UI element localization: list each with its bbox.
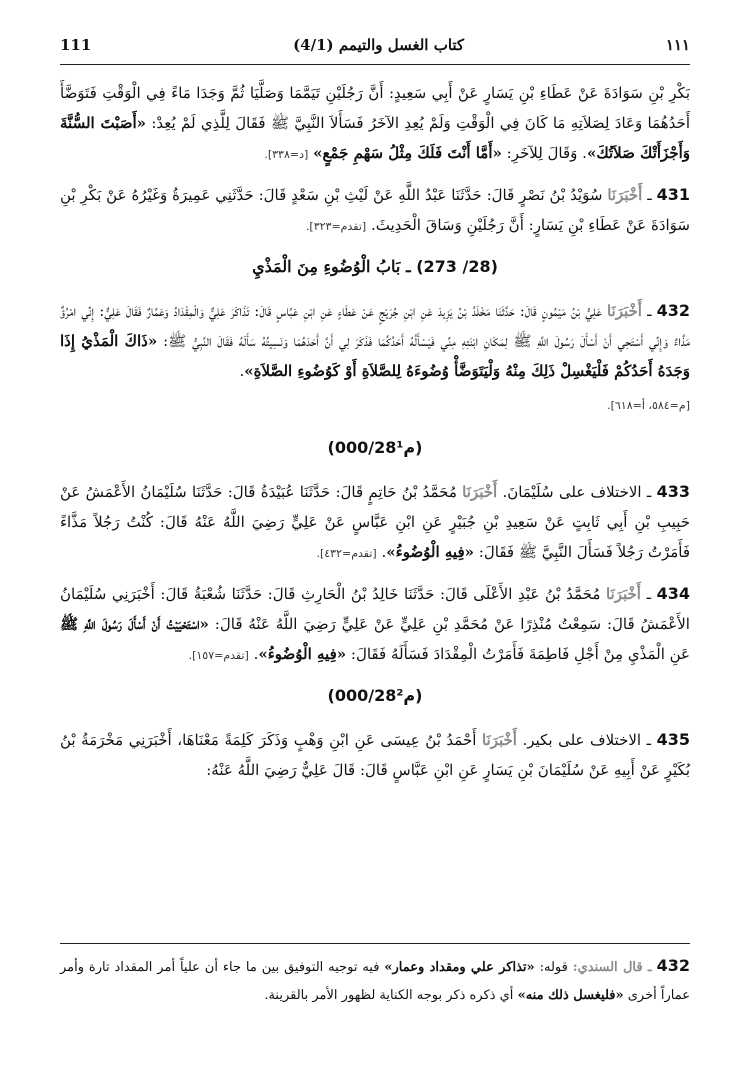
text-line: بَكْرِ بْنِ سَوَادَةَ عَنْ عَطَاءِ بْنِ يَسَارٍ عَنْ أَبِي سَعِيدٍ: أَنَّ رَجُلَيْنِ تَيَمَّمَا وَصَلَّيَا ثُمَّ وَجَدَا مَاءً فِي الْوَقْتِ [102, 84, 690, 102]
hadith-text: سُوَيْدُ بْنُ نَصْرٍ قَالَ: حَدَّثَنَا عَبْدُ اللَّهِ عَنْ لَيْثِ بْنِ سَعْدٍ قَالَ: حَدَّثَنِي عَمِيرَةُ وَغَيْرُهُ عَنْ بَكْرِ بْنِ سَوَادَةَ عَنْ عَطَاءِ بْنِ يَسَارٍ: أَنَّ رَجُلَيْنِ وَسَاقَ الْحَدِيثَ. [60, 186, 690, 234]
cross-reference: [تقدم=١٥٧]. [188, 649, 249, 662]
main-text [60, 78, 690, 795]
footnote-rule [60, 943, 690, 944]
cross-reference: [د=٣٣٨]. [264, 148, 309, 161]
hadith-433: 433 ـ الاختلاف على سُلَيْمَانَ. أَخْبَرَنَا مُحَمَّدُ بْنُ حَاتِمٍ قَالَ: حَدَّثَنَا عُبَيْدَةُ قَالَ: حَدَّثَنَا سُلَيْمَانُ الأَعْمَشُ عَنْ حَبِيبِ بْنِ أَبِي ثَابِتٍ عَنْ سَعِيدِ بْنِ جُبَيْرٍ عَنِ ابْنِ عَبَّاسٍ عَنْ عَلِيٍّ رَضِيَ اللَّهُ عَنْهُ قَالَ: كُنْتُ رَجُلاً مَذَّاءً فَأَمَرْتُ رَجُلاً فَسَأَلَ النَّبِيَّ ﷺ فَقَالَ: «فِيهِ الْوُضُوءُ». [تقدم=٤٣٢]. [60, 482, 690, 561]
sub-heading-number: (000/28م¹) [327, 438, 423, 457]
cross-reference: [م=٥٨٤، أ=٦١٨]. [607, 399, 690, 412]
hadith-434: 434 ـ أَخْبَرَنَا مُحَمَّدُ بْنُ عَبْدِ الأَعْلَى قَالَ: حَدَّثَنَا خَالِدُ بْنُ الْحَارِثِ قَالَ: حَدَّثَنَا شُعْبَةُ قَالَ: أَخْبَرَنِي سُلَيْمَانُ الأَعْمَشُ قَالَ: سَمِعْتُ مُنْذِرًا عَنْ مُحَمَّدِ بْنِ عَلِيٍّ عَنْ عَلِيٍّ رَضِيَ اللَّهُ عَنْهُ قَالَ: «اسْتَحْيَيْتُ أَنْ أَسْأَلَ رَسُولَ اللَّهِ ﷺ عَنِ الْمَذْيِ مِنْ أَجْلِ فَاطِمَةَ فَأَمَرْتُ الْمِقْدَادَ فَسَأَلَهُ فَقَالَ: «فِيهِ الْوُضُوءُ». [تقدم=١٥٧]. [60, 584, 690, 663]
paragraph-430-continued [60, 78, 690, 170]
sub-heading-number: (000/28م²) [327, 686, 423, 705]
text-line: فَتَوَضَّأَ أَحَدُهُمَا وَعَادَ لِصَلاَتِهِ مَا كَانَ فِي الْوَقْتِ وَلَمْ يُعِدِ الآخَرُ فَسَأَلاَ النَّبِيَّ ﷺ فَقَالَ لِلَّذِي لَمْ يُعِدْ: [60, 84, 690, 132]
footnote-quote: «فليغسل ذلك منه» [517, 988, 624, 1003]
hadith-text: مُحَمَّدُ بْنُ عَبْدِ الأَعْلَى قَالَ: حَدَّثَنَا خَالِدُ بْنُ الْحَارِثِ قَالَ: حَدَّثَنَا شُعْبَةُ قَالَ: أَخْبَرَنِي سُلَيْمَانُ الأَعْمَشُ قَالَ: سَمِعْتُ مُنْذِرًا عَنْ مُحَمَّدِ بْنِ عَلِيٍّ عَنْ عَلِيٍّ رَضِيَ اللَّهُ عَنْهُ قَالَ: [60, 585, 690, 633]
hadith-text: مُحَمَّدُ بْنُ حَاتِمٍ قَالَ: حَدَّثَنَا عُبَيْدَةُ قَالَ: حَدَّثَنَا سُلَيْمَانُ الأَعْمَشُ عَنْ حَبِيبِ بْنِ أَبِي ثَابِتٍ عَنْ سَعِيدِ بْنِ جُبَيْرٍ عَنِ ابْنِ عَبَّاسٍ عَنْ عَلِيٍّ رَضِيَ اللَّهُ عَنْهُ قَالَ: كُنْتُ رَجُلاً مَذَّاءً فَأَمَرْتُ رَجُلاً فَسَأَلَ النَّبِيَّ ﷺ فَقَالَ: [60, 483, 690, 561]
hadith-435 [60, 725, 690, 785]
reference-line [60, 390, 690, 421]
hadith-quote: «فِيهِ الْوُضُوءُ» [258, 645, 347, 663]
footnote-label: ـ قال السندي: [572, 960, 652, 975]
hadith-quote: «اسْتَحْيَيْتُ أَنْ أَسْأَلَ رَسُولَ اللَّهِ ﷺ [60, 615, 209, 633]
hadith-quote: «أَصَبْتَ السُّنَّةَ وَأَجْزَأَتْكَ صَلاَتُكَ» [60, 114, 690, 162]
page-number-arabic: ١١١ [665, 36, 690, 54]
akhbarana-label: أَخْبَرَنَا [481, 731, 517, 749]
cross-reference: [تقدم=٣٢٣]. [305, 220, 367, 233]
hadith-number: 435 [656, 730, 690, 749]
akhbarana-label: أَخْبَرَنَا [607, 186, 643, 204]
footnote-quote: «تذاكر علي ومقداد وعمار» [384, 960, 535, 975]
page-number-latin: 111 [60, 36, 92, 54]
hadith-quote: «فِيهِ الْوُضُوءُ» [386, 543, 475, 561]
hadith-number: 432 [656, 301, 690, 320]
hadith-number: 431 [656, 185, 690, 204]
chapter-title: ـ بَابُ الْوُضُوءِ مِنَ الْمَذْيِ [252, 257, 411, 276]
hadith-intro: ـ الاختلاف على سُلَيْمَانَ. [502, 483, 652, 501]
text-line: . وَقَالَ لِلآخَرِ: [506, 144, 587, 162]
chapter-heading [60, 252, 690, 282]
hadith-431: 431 ـ أَخْبَرَنَا سُوَيْدُ بْنُ نَصْرٍ قَالَ: حَدَّثَنَا عَبْدُ اللَّهِ عَنْ لَيْثِ بْنِ سَعْدٍ قَالَ: حَدَّثَنِي عَمِيرَةُ وَغَيْرُهُ عَنْ بَكْرِ بْنِ سَوَادَةَ عَنْ عَطَاءِ بْنِ يَسَارٍ: أَنَّ رَجُلَيْنِ وَسَاقَ الْحَدِيثَ. [تقدم=٣٢٣]. [60, 185, 690, 234]
akhbarana-label: أَخْبَرَنَا [605, 585, 641, 603]
akhbarana-label: أَخْبَرَنَا [606, 302, 642, 320]
hadith-quote: «أَمَّا أَنْتَ فَلَكَ مِثْلُ سَهْمِ جَمْعٍ» [313, 144, 502, 162]
cross-reference: [تقدم=٤٣٢]. [316, 547, 377, 560]
chapter-number: (273 /28) [416, 257, 498, 276]
hadith-text: أَحْمَدُ بْنُ عِيسَى عَنِ ابْنِ وَهْبٍ وَذَكَرَ كَلِمَةً مَعْنَاهَا، أَخْبَرَنِي مَخْرَمَةُ بْنُ بُكَيْرٍ عَنْ أَبِيهِ عَنْ سُلَيْمَانَ بْنِ يَسَارٍ عَنِ ابْنِ عَبَّاسٍ قَالَ: قَالَ عَلِيٌّ رَضِيَ اللَّهُ عَنْهُ: [60, 731, 690, 779]
footnote-text: فيه توجيه التوفيق بين ما جاء أن علياً أمر المقداد تارة وأمر عماراً أخرى [60, 960, 690, 1003]
sub-heading-1 [60, 433, 690, 463]
hadith-text: عَنِ الْمَذْيِ مِنْ أَجْلِ فَاطِمَةَ فَأَمَرْتُ الْمِقْدَادَ فَسَأَلَهُ فَقَالَ: [350, 645, 690, 663]
footnote-text: أي ذكره ذكر بوجه الكناية لظهور الأمر بالقرينة. [264, 988, 514, 1003]
hadith-432: 432 ـ أَخْبَرَنَا عَلِيُّ بْنُ مَيْمُونٍ قَالَ: حَدَّثَنَا مَخْلَدُ بْنُ يَزِيدَ عَنِ ابْنِ جُرَيْجٍ عَنْ عَطَاءٍ عَنِ ابْنِ عَبَّاسٍ قَالَ: تَذَاكَرَ عَلِيٌّ وَالْمِقْدَادُ وَعَمَّارٌ فَقَالَ عَلِيٌّ: إِنِّي امْرُؤٌ مَذَّاءٌ وَإِنِّي أَسْتَحِي أَنْ أَسْأَلَ رَسُولَ اللَّهِ ﷺ لِمَكَانِ ابْنَتِهِ مِنِّي فَيَسْأَلُهُ أَحَدُكُمَا فَذَكَرَ لِي أَنَّ أَحَدَهُمَا وَنَسِيتُهُ سَأَلَهُ فَقَالَ النَّبِيُّ ﷺ: «ذَاكَ الْمَذْيُ إِذَا وَجَدَهُ أَحَدُكُمْ فَلْيَغْسِلْ ذَلِكَ مِنْهُ وَلْيَتَوَضَّأْ وُضُوءَهُ لِلصَّلاَةِ أَوْ كَوُضُوءِ الصَّلاَةِ». [60, 301, 690, 380]
hadith-number: 434 [656, 584, 690, 603]
hadith-quote: «ذَاكَ الْمَذْيُ إِذَا وَجَدَهُ أَحَدُكُمْ فَلْيَغْسِلْ ذَلِكَ مِنْهُ وَلْيَتَوَضَّأْ وُضُوءَهُ لِلصَّلاَةِ أَوْ كَوُضُوءِ الصَّلاَةِ» [60, 332, 690, 380]
hadith-intro: ـ الاختلاف على بكير. [522, 731, 652, 749]
sub-heading-2 [60, 681, 690, 711]
page-header [60, 30, 690, 60]
header-rule [60, 64, 690, 65]
footnotes [60, 952, 690, 1010]
chapter-running-title: (4/1) كتاب الغسل والتيمم [293, 36, 465, 54]
akhbarana-label: أَخْبَرَنَا [462, 483, 498, 501]
footnote-text: قوله: [539, 960, 568, 975]
footnote-number: 432 [656, 956, 691, 975]
hadith-text: عَلِيُّ بْنُ مَيْمُونٍ قَالَ: حَدَّثَنَا مَخْلَدُ بْنُ يَزِيدَ عَنِ ابْنِ جُرَيْجٍ عَنْ عَطَاءٍ عَنِ ابْنِ عَبَّاسٍ قَالَ: تَذَاكَرَ عَلِيٌّ وَالْمِقْدَادُ وَعَمَّارٌ فَقَالَ عَلِيٌّ: إِنِّي امْرُؤٌ مَذَّاءٌ وَإِنِّي أَسْتَحِي أَنْ أَسْأَلَ رَسُولَ اللَّهِ ﷺ لِمَكَانِ ابْنَتِهِ مِنِّي فَيَسْأَلُهُ أَحَدُكُمَا فَذَكَرَ لِي أَنَّ أَحَدَهُمَا وَنَسِيتُهُ سَأَلَهُ فَقَالَ النَّبِيُّ ﷺ: [60, 302, 690, 350]
hadith-number: 433 [656, 482, 690, 501]
